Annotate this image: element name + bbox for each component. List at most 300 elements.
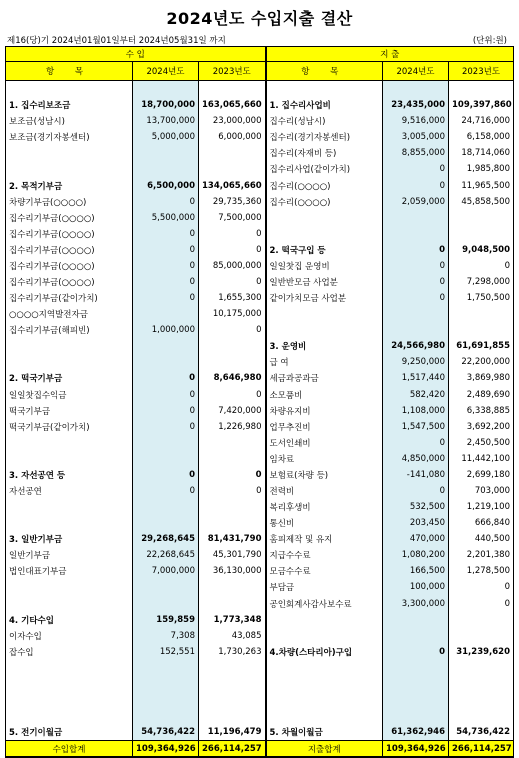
expense-2024-value: 3,005,000: [383, 129, 449, 145]
income-2023-value: [199, 515, 266, 531]
income-2024-value: [133, 692, 199, 708]
income-2024-value: [133, 451, 199, 467]
expense-2023-value: [449, 226, 514, 242]
income-2023-value: 23,000,000: [199, 113, 266, 129]
table-row: [6, 596, 514, 612]
income-2024-value: 29,268,645: [133, 531, 199, 547]
table-row: [6, 177, 514, 193]
income-2023-value: [199, 354, 266, 370]
expense-2023-value: 3,692,200: [449, 419, 514, 435]
expense-2024-value: 0: [383, 258, 449, 274]
expense-item-label: 모금수수료: [266, 563, 383, 579]
table-row: [6, 403, 514, 419]
income-2023-value: 163,065,660: [199, 97, 266, 113]
income-item-label: 보조금(성남시): [6, 113, 133, 129]
income-2024-value: 5,000,000: [133, 129, 199, 145]
expense-2023-value: [449, 708, 514, 724]
expense-2023-value: [449, 306, 514, 322]
income-2024-value: 0: [133, 467, 199, 483]
expense-2024-value: [383, 612, 449, 628]
expense-total-2024: 109,364,926: [383, 741, 449, 758]
table-row: [6, 419, 514, 435]
table-row: [6, 386, 514, 402]
expense-2023-value: 2,489,690: [449, 386, 514, 402]
expense-2023-value: 31,239,620: [449, 644, 514, 660]
expense-2023-value: 440,500: [449, 531, 514, 547]
expense-2023-header: 2023년도: [449, 62, 514, 81]
income-2024-value: 0: [133, 386, 199, 402]
expense-item-label: [266, 692, 383, 708]
income-item-label: [6, 579, 133, 595]
expense-item-label: 같이가치모금 사업분: [266, 290, 383, 306]
expense-2023-value: [449, 210, 514, 226]
income-item-label: 차량기부금(○○○○): [6, 194, 133, 210]
expense-item-label: 2. 떡국구입 등: [266, 242, 383, 258]
income-2024-value: 0: [133, 258, 199, 274]
income-item-label: 법인대표기부금: [6, 563, 133, 579]
income-2024-value: [133, 81, 199, 98]
expense-item-label: 일일찻집 운영비: [266, 258, 383, 274]
expense-2024-value: 0: [383, 177, 449, 193]
income-item-label: 이자수입: [6, 628, 133, 644]
income-item-label: [6, 161, 133, 177]
table-row: [6, 306, 514, 322]
income-2023-value: 85,000,000: [199, 258, 266, 274]
income-2024-value: [133, 660, 199, 676]
income-2024-value: [133, 161, 199, 177]
income-item-label: 일일찻집수익금: [6, 386, 133, 402]
income-item-label: [6, 708, 133, 724]
table-row: [6, 354, 514, 370]
expense-2023-value: [449, 81, 514, 98]
expense-2023-value: 703,000: [449, 483, 514, 499]
income-2024-value: 0: [133, 419, 199, 435]
income-2023-value: 43,085: [199, 628, 266, 644]
expense-item-label: 부담금: [266, 579, 383, 595]
income-2023-value: [199, 676, 266, 692]
income-2023-value: [199, 499, 266, 515]
income-item-label: [6, 515, 133, 531]
table-row: [6, 97, 514, 113]
income-2024-value: [133, 306, 199, 322]
expense-2024-value: 2,059,000: [383, 194, 449, 210]
income-item-label: 집수리기부금(○○○○): [6, 210, 133, 226]
income-2024-value: 7,308: [133, 628, 199, 644]
income-2024-value: [133, 435, 199, 451]
expense-item-label: 1. 집수리사업비: [266, 97, 383, 113]
expense-2023-value: 666,840: [449, 515, 514, 531]
income-2023-value: [199, 660, 266, 676]
expense-2023-value: 45,858,500: [449, 194, 514, 210]
income-item-label: 집수리기부금(해피빈): [6, 322, 133, 338]
expense-2023-value: [449, 322, 514, 338]
expense-2024-value: 8,855,000: [383, 145, 449, 161]
table-row: [6, 676, 514, 692]
expense-item-label: 지급수수료: [266, 547, 383, 563]
income-2024-value: [133, 515, 199, 531]
income-2023-value: [199, 145, 266, 161]
expense-total-2023: 266,114,257: [449, 741, 514, 758]
expense-2024-value: 4,850,000: [383, 451, 449, 467]
expense-2023-value: [449, 612, 514, 628]
expense-item-label: 임차료: [266, 451, 383, 467]
income-item-label: [6, 81, 133, 98]
income-item-label: 집수리기부금(○○○○): [6, 258, 133, 274]
expense-2024-value: 0: [383, 242, 449, 258]
table-row: [6, 210, 514, 226]
income-item-label: 3. 자선공연 등: [6, 467, 133, 483]
table-row: [6, 129, 514, 145]
expense-item-label: [266, 322, 383, 338]
income-item-label: 자선공연: [6, 483, 133, 499]
income-2023-value: 1,226,980: [199, 419, 266, 435]
income-item-label: [6, 596, 133, 612]
income-section-title: 수 입: [6, 47, 266, 62]
table-row: [6, 113, 514, 129]
expense-item-label: [266, 660, 383, 676]
expense-2024-value: 61,362,946: [383, 724, 449, 741]
income-2024-value: 5,500,000: [133, 210, 199, 226]
income-total-2024: 109,364,926: [133, 741, 199, 758]
unit-label: (단위:원): [472, 36, 507, 46]
report-period: 제16(당)기 2024년01월01일부터 2024년05월31일 까지: [7, 36, 226, 46]
table-row: [6, 274, 514, 290]
income-2023-value: 6,000,000: [199, 129, 266, 145]
expense-2023-value: 7,298,000: [449, 274, 514, 290]
expense-item-label: 집수리사업(같이가치): [266, 161, 383, 177]
expense-item-label: 3. 운영비: [266, 338, 383, 354]
expense-item-label: 도서인쇄비: [266, 435, 383, 451]
expense-item-header: 항 목: [266, 62, 383, 81]
table-row: [6, 612, 514, 628]
income-2023-value: 0: [199, 386, 266, 402]
income-2024-value: 159,859: [133, 612, 199, 628]
income-2023-value: [199, 708, 266, 724]
income-item-label: 3. 일반기부금: [6, 531, 133, 547]
expense-2024-value: [383, 81, 449, 98]
expense-item-label: [266, 628, 383, 644]
table-row: [6, 724, 514, 741]
income-2024-value: 0: [133, 242, 199, 258]
table-row: [6, 692, 514, 708]
income-2023-value: [199, 596, 266, 612]
expense-2023-value: 2,450,500: [449, 435, 514, 451]
expense-2023-value: 61,691,855: [449, 338, 514, 354]
report-title: 2024년도 수입지출 결산: [166, 9, 353, 28]
income-2023-header: 2023년도: [199, 62, 266, 81]
income-item-label: 집수리기부금(○○○○): [6, 242, 133, 258]
expense-2024-value: 9,516,000: [383, 113, 449, 129]
income-2023-value: 1,773,348: [199, 612, 266, 628]
income-item-label: [6, 451, 133, 467]
expense-2023-value: 0: [449, 596, 514, 612]
ledger-table: [5, 46, 514, 758]
expense-item-label: [266, 81, 383, 98]
income-2024-value: [133, 579, 199, 595]
expense-2024-value: 470,000: [383, 531, 449, 547]
expense-item-label: 집수리(○○○○): [266, 194, 383, 210]
table-row: [6, 467, 514, 483]
expense-2023-value: 11,965,500: [449, 177, 514, 193]
table-row: [6, 322, 514, 338]
expense-2024-value: [383, 628, 449, 644]
table-row: [6, 226, 514, 242]
expense-item-label: 업무추진비: [266, 419, 383, 435]
income-2023-value: 81,431,790: [199, 531, 266, 547]
income-item-label: 집수리기부금(○○○○): [6, 274, 133, 290]
expense-item-label: [266, 210, 383, 226]
income-item-label: [6, 692, 133, 708]
expense-2024-value: 1,108,000: [383, 403, 449, 419]
expense-2023-value: 1,750,500: [449, 290, 514, 306]
expense-2024-value: 0: [383, 435, 449, 451]
expense-item-label: 전력비: [266, 483, 383, 499]
income-item-label: [6, 435, 133, 451]
expense-item-label: 통신비: [266, 515, 383, 531]
income-item-label: 일반기부금: [6, 547, 133, 563]
income-2024-value: 1,000,000: [133, 322, 199, 338]
expense-2024-value: 1,080,200: [383, 547, 449, 563]
section-header-row: [6, 47, 514, 62]
table-row: [6, 515, 514, 531]
table-row: [6, 370, 514, 386]
income-item-label: 2. 떡국기부금: [6, 370, 133, 386]
table-row: [6, 660, 514, 676]
expense-2024-value: [383, 676, 449, 692]
income-2024-value: [133, 354, 199, 370]
income-2024-value: [133, 145, 199, 161]
expense-2024-value: 100,000: [383, 579, 449, 595]
expense-item-label: 보험료(차량 등): [266, 467, 383, 483]
income-2024-value: 54,736,422: [133, 724, 199, 741]
income-2023-value: 134,065,660: [199, 177, 266, 193]
income-item-label: ○○○○지역발전자금: [6, 306, 133, 322]
income-2023-value: 0: [199, 226, 266, 242]
expense-item-label: [266, 676, 383, 692]
income-2023-value: 0: [199, 483, 266, 499]
income-2024-value: 0: [133, 226, 199, 242]
expense-item-label: 5. 차월이월금: [266, 724, 383, 741]
expense-2024-value: 203,450: [383, 515, 449, 531]
income-item-label: [6, 676, 133, 692]
expense-2023-value: 0: [449, 258, 514, 274]
income-2023-value: 0: [199, 242, 266, 258]
expense-item-label: [266, 306, 383, 322]
income-item-label: 4. 기타수입: [6, 612, 133, 628]
expense-2023-value: [449, 628, 514, 644]
expense-2023-value: 2,699,180: [449, 467, 514, 483]
income-2023-value: [199, 435, 266, 451]
income-2024-value: [133, 499, 199, 515]
expense-2023-value: [449, 692, 514, 708]
income-2024-value: 7,000,000: [133, 563, 199, 579]
table-row: [6, 194, 514, 210]
income-2024-value: 0: [133, 370, 199, 386]
expense-item-label: 급 여: [266, 354, 383, 370]
table-row: [6, 258, 514, 274]
income-item-header: 항 목: [6, 62, 133, 81]
income-2024-value: 0: [133, 290, 199, 306]
expense-item-label: 4.차량(스타리아)구입: [266, 644, 383, 660]
income-2024-value: [133, 708, 199, 724]
expense-item-label: 소모품비: [266, 386, 383, 402]
expense-2023-value: 1,219,100: [449, 499, 514, 515]
income-item-label: 집수리기부금(같이가치): [6, 290, 133, 306]
expense-2024-value: [383, 692, 449, 708]
expense-2024-value: 0: [383, 290, 449, 306]
table-row: [6, 628, 514, 644]
expense-2023-value: [449, 676, 514, 692]
income-item-label: 잡수입: [6, 644, 133, 660]
expense-2023-value: 18,714,060: [449, 145, 514, 161]
expense-2024-value: [383, 660, 449, 676]
income-2023-value: [199, 161, 266, 177]
income-2023-value: [199, 692, 266, 708]
income-item-label: [6, 660, 133, 676]
expense-2024-value: 0: [383, 161, 449, 177]
table-row: [6, 338, 514, 354]
expense-item-label: 집수리(자재비 등): [266, 145, 383, 161]
expense-2024-value: 0: [383, 483, 449, 499]
expense-2023-value: 9,048,500: [449, 242, 514, 258]
expense-2024-header: 2024년도: [383, 62, 449, 81]
table-row: [6, 531, 514, 547]
income-2023-value: 10,175,000: [199, 306, 266, 322]
income-2024-value: 0: [133, 274, 199, 290]
income-2024-value: [133, 338, 199, 354]
income-item-label: 2. 목적기부금: [6, 177, 133, 193]
income-2023-value: 1,655,300: [199, 290, 266, 306]
income-2024-value: 0: [133, 483, 199, 499]
expense-2024-value: 23,435,000: [383, 97, 449, 113]
income-2023-value: [199, 579, 266, 595]
table-row: [6, 483, 514, 499]
expense-2023-value: 11,442,100: [449, 451, 514, 467]
income-total-label: 수입합계: [6, 741, 133, 758]
expense-item-label: [266, 226, 383, 242]
table-row: [6, 435, 514, 451]
income-item-label: [6, 354, 133, 370]
expense-2023-value: 24,716,000: [449, 113, 514, 129]
expense-2024-value: 24,566,980: [383, 338, 449, 354]
expense-2024-value: [383, 708, 449, 724]
income-2024-value: 0: [133, 403, 199, 419]
expense-2023-value: 1,985,800: [449, 161, 514, 177]
income-2023-value: 36,130,000: [199, 563, 266, 579]
expense-item-label: [266, 612, 383, 628]
expense-item-label: 집수리(경기자봉센터): [266, 129, 383, 145]
income-2023-value: 8,646,980: [199, 370, 266, 386]
table-row: [6, 563, 514, 579]
income-2023-value: 0: [199, 467, 266, 483]
table-row: [6, 290, 514, 306]
expense-2023-value: 6,158,000: [449, 129, 514, 145]
expense-item-label: 일반반모금 사업분: [266, 274, 383, 290]
income-item-label: 집수리기부금(○○○○): [6, 226, 133, 242]
expense-2024-value: 0: [383, 644, 449, 660]
income-2024-value: 152,551: [133, 644, 199, 660]
column-header-row: [6, 62, 514, 81]
expense-2024-value: 166,500: [383, 563, 449, 579]
expense-2024-value: 9,250,000: [383, 354, 449, 370]
totals-row: [6, 741, 514, 758]
expense-item-label: [266, 708, 383, 724]
income-2024-header: 2024년도: [133, 62, 199, 81]
income-item-label: 떡국기부금: [6, 403, 133, 419]
income-2024-value: 22,268,645: [133, 547, 199, 563]
income-2023-value: [199, 338, 266, 354]
income-2023-value: 7,420,000: [199, 403, 266, 419]
income-item-label: 1. 집수리보조금: [6, 97, 133, 113]
table-row: [6, 161, 514, 177]
expense-2023-value: 22,200,000: [449, 354, 514, 370]
expense-2024-value: 1,547,500: [383, 419, 449, 435]
table-row: [6, 145, 514, 161]
income-2024-value: 13,700,000: [133, 113, 199, 129]
expense-item-label: 차량유지비: [266, 403, 383, 419]
expense-2023-value: 109,397,860: [449, 97, 514, 113]
income-2024-value: [133, 676, 199, 692]
expense-2023-value: 0: [449, 579, 514, 595]
expense-item-label: 홈피제작 및 유지: [266, 531, 383, 547]
table-row: [6, 242, 514, 258]
expense-2024-value: [383, 306, 449, 322]
income-2024-value: 18,700,000: [133, 97, 199, 113]
table-row: [6, 579, 514, 595]
income-2023-value: 0: [199, 274, 266, 290]
expense-2023-value: [449, 660, 514, 676]
expense-2024-value: 3,300,000: [383, 596, 449, 612]
expense-2024-value: 0: [383, 274, 449, 290]
income-2023-value: 29,735,360: [199, 194, 266, 210]
expense-2024-value: [383, 322, 449, 338]
income-2024-value: 0: [133, 194, 199, 210]
expense-2024-value: -141,080: [383, 467, 449, 483]
expense-item-label: 복리후생비: [266, 499, 383, 515]
income-2023-value: [199, 81, 266, 98]
expense-item-label: 집수리(○○○○): [266, 177, 383, 193]
expense-2024-value: 582,420: [383, 386, 449, 402]
expense-2023-value: 3,869,980: [449, 370, 514, 386]
income-item-label: 보조금(경기자봉센터): [6, 129, 133, 145]
income-item-label: 5. 전기이월금: [6, 724, 133, 741]
income-item-label: [6, 338, 133, 354]
income-item-label: [6, 145, 133, 161]
table-row: [6, 644, 514, 660]
table-row: [6, 451, 514, 467]
expense-2023-value: 2,201,380: [449, 547, 514, 563]
expense-section-title: 지 출: [266, 47, 514, 62]
income-2023-value: 0: [199, 322, 266, 338]
expense-2023-value: 6,338,885: [449, 403, 514, 419]
expense-item-label: 집수리(성남시): [266, 113, 383, 129]
table-row: [6, 708, 514, 724]
expense-2023-value: 54,736,422: [449, 724, 514, 741]
table-row: [6, 81, 514, 98]
income-2023-value: 11,196,479: [199, 724, 266, 741]
table-row: [6, 499, 514, 515]
expense-2024-value: 532,500: [383, 499, 449, 515]
expense-2024-value: 1,517,440: [383, 370, 449, 386]
expense-total-label: 지출합계: [266, 741, 383, 758]
income-total-2023: 266,114,257: [199, 741, 266, 758]
income-2024-value: [133, 596, 199, 612]
income-2023-value: 45,301,790: [199, 547, 266, 563]
income-item-label: 떡국기부금(같이가치): [6, 419, 133, 435]
table-row: [6, 547, 514, 563]
income-item-label: [6, 499, 133, 515]
expense-item-label: 세금과공과금: [266, 370, 383, 386]
